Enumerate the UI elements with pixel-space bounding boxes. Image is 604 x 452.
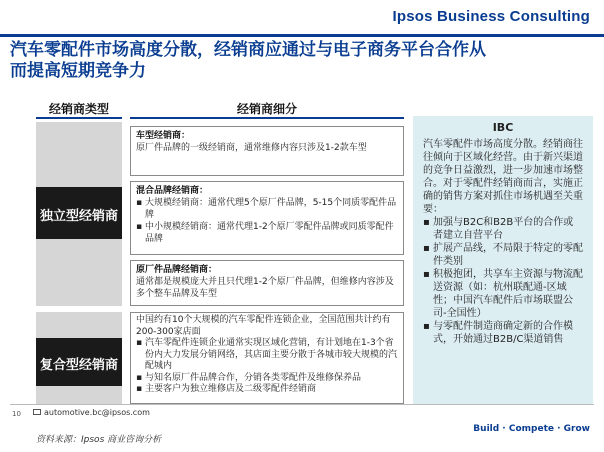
segment-text: 通常都是规模庞大并且只代理1-2个原厂件品牌，但维修内容涉及多个整车品牌及车型 xyxy=(136,277,394,299)
segment-bullet-text: 汽车零配件连锁企业通常实现区域化营销，有计划地在1-3个省份内大力发展分销网络，其店面主要分散于各城市较大规模的汽配城内 xyxy=(144,338,398,371)
tagline: Build · Compete · Grow xyxy=(473,424,590,434)
source-note: 资料来源：Ipsos 商业咨询分析 xyxy=(36,435,162,445)
segment-bullet: ▪ 大规模经销商：通常代理5个原厂件品牌，5-15个同质零配件品牌 xyxy=(136,198,397,220)
segment-title: 混合品牌经销商： xyxy=(136,186,209,196)
segment-bullet: ▪ 中小规模经销商：通常代理1-2个原厂零配件品牌或同质零配件品牌 xyxy=(136,222,394,244)
ibc-bullet-text: 积极抱团，共享车主资源与物流配送资源（如：杭州联配通-区域性；中国汽车配件后市场联盟公司-全国性） xyxy=(432,269,583,319)
segment-text: 原厂件品牌的一级经销商，通常维修内容只涉及1-2款车型 xyxy=(136,143,367,153)
type-label-independent: 独立型经销商 xyxy=(39,209,118,224)
ibc-bullet: ▪ 积极抱团，共享车主资源与物流配送资源（如：杭州联配通-区域性；中国汽车配件后市场联盟公司-全国性） xyxy=(423,269,583,319)
type-label-composite: 复合型经销商 xyxy=(39,358,118,373)
ibc-intro: 汽车零配件市场高度分散。经销商往往倾向于区域化经营。由于新兴渠道的竞争日益激烈，进一步加速市场整合。对于零配件经销商而言，实施正确的销售方案对抓住市场机遇至关重要： xyxy=(423,139,583,215)
ibc-bullet: ▪ 与零配件制造商确定新的合作模式，开始通过B2B/C渠道销售 xyxy=(423,321,573,345)
segment-bullet: ▪ 汽车零配件连锁企业通常实现区域化营销，有计划地在1-3个省份内大力发展分销网络，其店面主要分散于各城市较大规模的汽配城内 xyxy=(136,338,398,371)
header-rule xyxy=(0,34,604,37)
segment-bullet-text: 与知名原厂件品牌合作，分销各类零配件及维修保养品 xyxy=(144,372,361,383)
slide-title-line-1: 汽车零配件市场高度分散，经销商应通过与电子商务平台合作从 xyxy=(10,40,486,60)
segment-title: 车型经销商： xyxy=(136,131,191,141)
slide-title xyxy=(10,40,594,82)
brand-name: Ipsos Business Consulting xyxy=(392,8,590,25)
slide-title-line-2: 而提高短期竞争力 xyxy=(10,61,146,81)
segment-box-chain xyxy=(130,312,404,404)
column-header-type: 经销商类型 xyxy=(48,102,109,116)
ibc-bullet: ▪ 扩展产品线，不局限于特定的零配件类别 xyxy=(423,243,583,267)
segment-bullet-text: 大规模经销商：通常代理5个原厂件品牌，5-15个同质零配件品牌 xyxy=(144,198,397,220)
ibc-bullet-text: 与零配件制造商确定新的合作模式，开始通过B2B/C渠道销售 xyxy=(432,321,573,345)
column-header-segment-rule xyxy=(130,117,404,119)
footer-rule xyxy=(10,404,594,405)
segment-box-oem-brand xyxy=(130,260,404,306)
segment-text: 中国约有10个大规模的汽车零配件连锁企业，全国范围共计约有200-300家店面 xyxy=(136,315,391,337)
mail-icon xyxy=(33,409,41,415)
segment-bullet-text: 主要客户为独立维修店及二级零配件经销商 xyxy=(144,384,316,394)
segment-bullet: ▪ 主要客户为独立维修店及二级零配件经销商 xyxy=(136,384,316,394)
segment-bullet-text: 中小规模经销商：通常代理1-2个原厂零配件品牌或同质零配件品牌 xyxy=(144,222,394,244)
top-header xyxy=(0,0,604,38)
segment-title: 原厂件品牌经销商： xyxy=(136,265,218,275)
column-header-type-rule xyxy=(36,117,122,119)
segment-bullet: ▪ 与知名原厂件品牌合作，分销各类零配件及维修保养品 xyxy=(136,372,361,383)
segment-box-model-dealer xyxy=(130,126,404,176)
ibc-title: IBC xyxy=(492,121,514,134)
contact-email[interactable]: automotive.bc@ipsos.com xyxy=(44,408,150,417)
page-number: 10 xyxy=(12,410,21,418)
ibc-insight-panel xyxy=(413,116,593,404)
ibc-bullet-text: 加强与B2C和B2B平台的合作或者建立自营平台 xyxy=(432,217,574,241)
segment-box-mixed-brand xyxy=(130,181,404,255)
ibc-bullet: ▪ 加强与B2C和B2B平台的合作或者建立自营平台 xyxy=(423,217,574,241)
column-header-segment: 经销商细分 xyxy=(236,102,297,116)
ibc-bullet-text: 扩展产品线，不局限于特定的零配件类别 xyxy=(432,243,583,267)
